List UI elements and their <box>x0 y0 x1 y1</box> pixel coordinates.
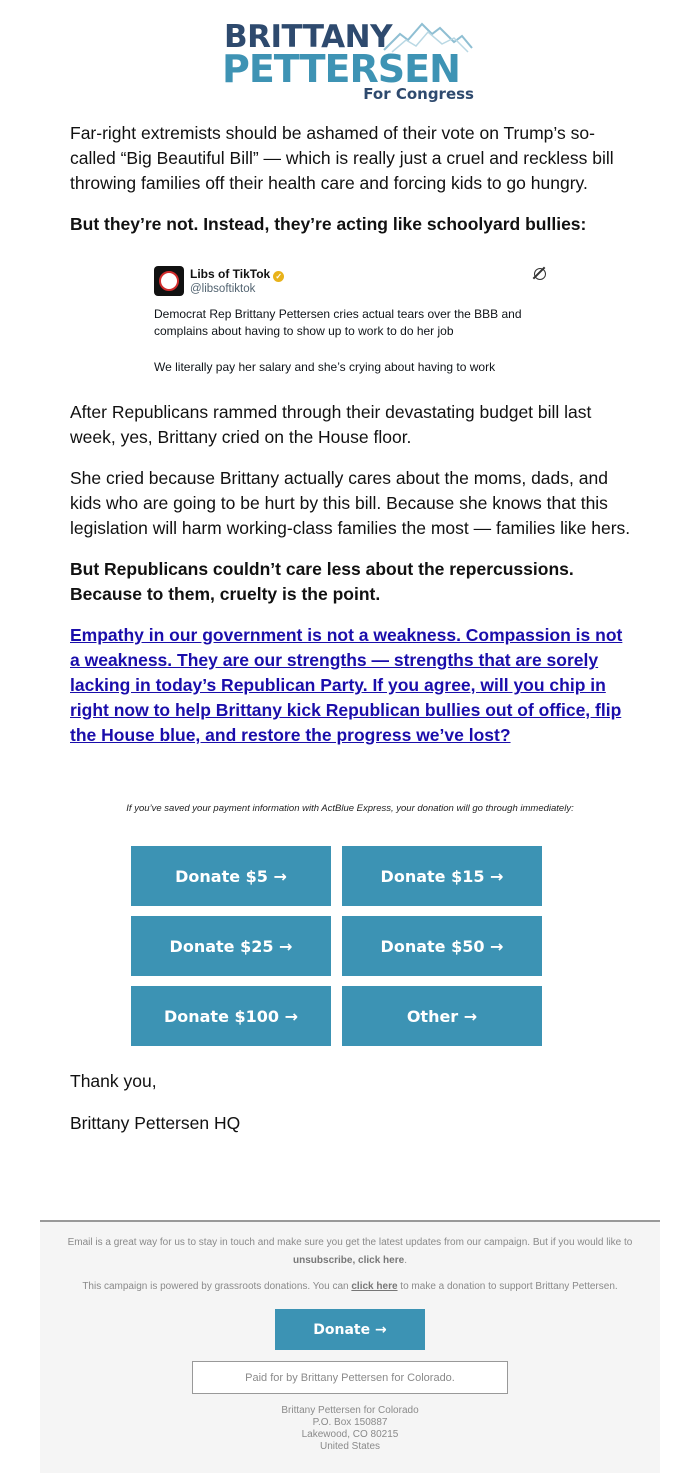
tweet-avatar <box>154 266 184 296</box>
donate-ask-link[interactable]: Empathy in our government is not a weakness. Compassion is not a weakness. They are our strengths — strengths that are sorely lacking in today’s Republican Party. If you agree, will you chip in right now to help Brittany kick Republican bullies out of office, flip the House blue, and restore the progress we’ve lost? <box>70 625 623 745</box>
donate-50-button[interactable]: Donate $50 → <box>342 916 542 976</box>
tweet-text-2: We literally pay her salary and she’s crying about having to work <box>154 360 496 374</box>
paid-for-disclaimer: Paid for by Brittany Pettersen for Colorado. <box>192 1361 508 1394</box>
paragraph-cruelty: But Republicans couldn’t care less about the repercussions. Because to them, cruelty is the point. <box>70 559 574 604</box>
donate-5-button[interactable]: Donate $5 → <box>131 846 331 906</box>
footer-donate-link[interactable]: click here <box>351 1281 398 1292</box>
logo-first-name: BRITTANY <box>224 19 393 55</box>
paragraph-cares: She cried because Brittany actually cares about the moms, dads, and kids who are going to be hurt by this bill. Because she knows that this legislation will harm working-class families the most — families like hers. <box>70 468 631 538</box>
footer-grassroots-text: This campaign is powered by grassroots donations. You can click here to make a donation to support Brittany Pettersen. <box>82 1281 618 1292</box>
tweet-handle: @libsoftiktok <box>190 283 256 295</box>
donate-100-button[interactable]: Donate $100 → <box>131 986 331 1046</box>
signoff-sender: Brittany Pettersen HQ <box>70 1113 241 1133</box>
email-body-middle <box>70 400 635 748</box>
embedded-tweet <box>154 262 554 380</box>
mailing-address: Brittany Pettersen for Colorado P.O. Box 150887 Lakewood, CO 80215 United States <box>281 1405 419 1452</box>
tweet-text-1: Democrat Rep Brittany Pettersen cries actual tears over the BBB and complains about having to show up to work to do her job <box>154 307 522 338</box>
donate-other-button[interactable]: Other → <box>342 986 542 1046</box>
donate-15-button[interactable]: Donate $15 → <box>342 846 542 906</box>
footer-unsubscribe-text: Email is a great way for us to stay in touch and make sure you get the latest updates from our campaign. But if you would like to unsubscribe, click here. <box>67 1237 633 1266</box>
signoff-thanks: Thank you, <box>70 1071 157 1091</box>
paragraph-intro: Far-right extremists should be ashamed of their vote on Trump’s so-called “Big Beautiful Bill” — which is really just a cruel and reckless bill throwing families off their health care and forcing kids to go hungry. <box>70 123 614 193</box>
logo-tagline: For Congress <box>363 85 474 103</box>
actblue-notice: If you’ve saved your payment information with ActBlue Express, your donation will go through immediately: <box>126 803 574 814</box>
paragraph-cried: After Republicans rammed through their devastating budget bill last week, yes, Brittany cried on the House floor. <box>70 402 592 447</box>
grok-icon <box>534 268 546 280</box>
paragraph-ask <box>70 623 635 748</box>
email-body-top <box>70 121 635 253</box>
verified-icon: ✓ <box>273 271 284 282</box>
paragraph-bullies: But they’re not. Instead, they’re acting like schoolyard bullies: <box>70 214 587 234</box>
unsubscribe-link[interactable]: unsubscribe, click here <box>293 1255 405 1266</box>
donate-25-button[interactable]: Donate $25 → <box>131 916 331 976</box>
email-footer <box>40 1220 660 1473</box>
footer-donate-button[interactable]: Donate → <box>275 1309 425 1350</box>
logo-last-name: PETTERSEN <box>222 47 460 91</box>
campaign-logo <box>222 18 478 106</box>
tweet-author-name: Libs of TikTok ✓ <box>190 267 284 282</box>
